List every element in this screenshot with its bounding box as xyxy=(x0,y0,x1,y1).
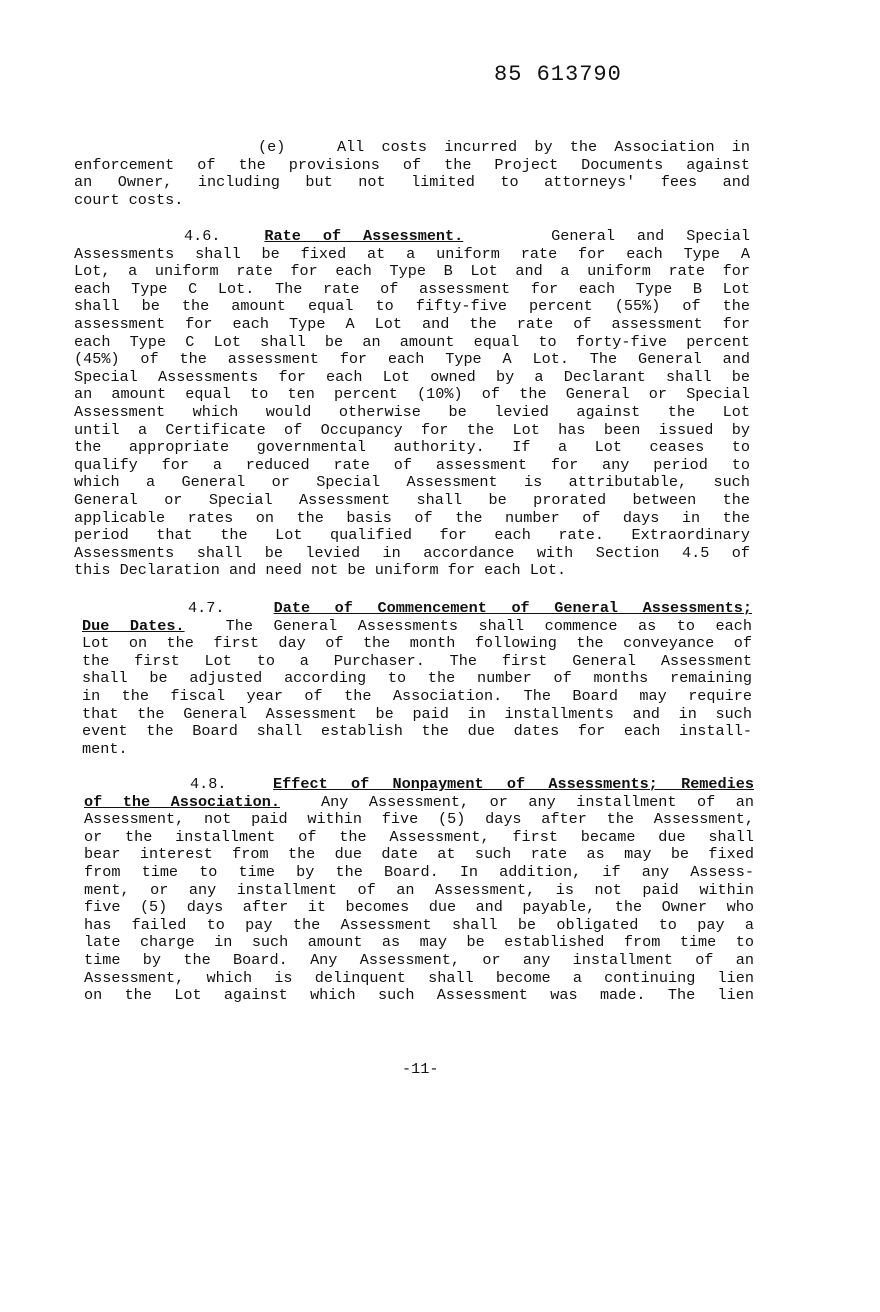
paragraph-line: Lot, a uniform rate for each Type B Lot and a uniform rate for xyxy=(74,262,750,281)
paragraph-line: an Owner, including but not limited to attorneys' fees and xyxy=(74,173,750,192)
paragraph-line: time by the Board. Any Assessment, or any installment of an xyxy=(84,950,754,969)
section-heading-continued: of the Association. xyxy=(84,792,280,811)
paragraph-line: General or Special Assessment shall be prorated between the xyxy=(74,490,750,509)
paragraph-line: ment, or any installment of an Assessment, is not paid within xyxy=(84,880,754,899)
paragraph-line: this Declaration and need not be uniform for each Lot. xyxy=(74,561,567,580)
page-number: -11- xyxy=(402,1060,439,1078)
paragraph-line: the first Lot to a Purchaser. The first General Assessment xyxy=(82,651,752,670)
section-number: 4.6. xyxy=(184,227,221,245)
section-heading-line xyxy=(82,600,752,618)
section-4-7 xyxy=(82,600,752,758)
paragraph-line: enforcement of the provisions of the Project Documents against xyxy=(74,155,750,174)
paragraph-text: All costs incurred by the Association in xyxy=(336,138,750,156)
section-heading-line xyxy=(82,618,752,636)
paragraph-line: Assessments shall be fixed at a uniform rate for each Type A xyxy=(74,244,750,263)
paragraph-text: General and Special xyxy=(551,227,751,245)
paragraph-item-e xyxy=(74,139,750,209)
paragraph-line: has failed to pay the Assessment shall be obligated to pay a xyxy=(84,915,754,934)
paragraph-line: an amount equal to ten percent (10%) of the General or Special xyxy=(74,385,750,404)
paragraph-line: on the Lot against which such Assessment was made. The lien xyxy=(84,986,754,1005)
section-heading: Effect of Nonpayment of Assessments; Remedies xyxy=(273,775,754,793)
paragraph-line: until a Certificate of Occupancy for the Lot has been issued by xyxy=(74,420,750,439)
paragraph-text: The General Assessments shall commence as to each xyxy=(225,616,753,635)
paragraph-line: late charge in such amount as may be established from time to xyxy=(84,933,754,952)
section-heading-continued: Due Dates. xyxy=(82,616,185,635)
paragraph-line: assessment for each Type A Lot and the rate of assessment for xyxy=(74,314,750,333)
item-label: (e) xyxy=(258,138,286,156)
paragraph-line: each Type C Lot. The rate of assessment for each Type B Lot xyxy=(74,279,750,298)
paragraph-line: period that the Lot qualified for each rate. Extraordinary xyxy=(74,526,750,545)
section-4-8 xyxy=(84,776,754,1005)
paragraph-line: each Type C Lot shall be an amount equal to forty-five percent xyxy=(74,332,750,351)
paragraph-line: shall be the amount equal to fifty-five percent (55%) of the xyxy=(74,297,750,316)
section-number: 4.8. xyxy=(190,775,227,793)
paragraph-line: court costs. xyxy=(74,190,184,209)
paragraph-line: Lot on the first day of the month following the conveyance of xyxy=(82,634,752,653)
paragraph-line: Special Assessments for each Lot owned by a Declarant shall be xyxy=(74,367,750,386)
paragraph-line: that the General Assessment be paid in installments and in such xyxy=(82,704,752,723)
section-number: 4.7. xyxy=(188,599,225,617)
section-heading: Date of Commencement of General Assessments; xyxy=(273,599,752,617)
paragraph-line: Assessment, not paid within five (5) days after the Assessment, xyxy=(84,810,754,829)
section-heading-line xyxy=(84,776,754,794)
paragraph-text: Any Assessment, or any installment of an xyxy=(321,792,755,811)
paragraph-line: or the installment of the Assessment, first became due shall xyxy=(84,827,754,846)
paragraph-line: bear interest from the due date at such rate as may be fixed xyxy=(84,845,754,864)
paragraph-line: in the fiscal year of the Association. The Board may require xyxy=(82,686,752,705)
section-heading-line xyxy=(84,794,754,812)
paragraph-line: five (5) days after it becomes due and payable, the Owner who xyxy=(84,898,754,917)
paragraph-line: (45%) of the assessment for each Type A Lot. The General and xyxy=(74,350,750,369)
paragraph-line: which a General or Special Assessment is attributable, such xyxy=(74,473,750,492)
paragraph-line: ment. xyxy=(82,739,128,758)
section-4-6 xyxy=(74,228,750,580)
paragraph-line: event the Board shall establish the due dates for each install- xyxy=(82,722,752,741)
paragraph-line: qualify for a reduced rate of assessment for any period to xyxy=(74,455,750,474)
paragraph-line: Assessment, which is delinquent shall become a continuing lien xyxy=(84,968,754,987)
paragraph-line: from time to time by the Board. In addition, if any Assess- xyxy=(84,862,754,881)
paragraph-line: Assessments shall be levied in accordance with Section 4.5 of xyxy=(74,543,750,562)
paragraph-line: Assessment which would otherwise be levied against the Lot xyxy=(74,402,750,421)
paragraph-line: shall be adjusted according to the number of months remaining xyxy=(82,669,752,688)
paragraph-line: applicable rates on the basis of the number of days in the xyxy=(74,508,750,527)
section-heading-line xyxy=(74,228,750,246)
section-heading: Rate of Assessment. xyxy=(264,227,464,245)
paragraph-line: the appropriate governmental authority. If a Lot ceases to xyxy=(74,438,750,457)
paragraph-line xyxy=(74,139,750,157)
document-number: 85 613790 xyxy=(494,62,622,87)
